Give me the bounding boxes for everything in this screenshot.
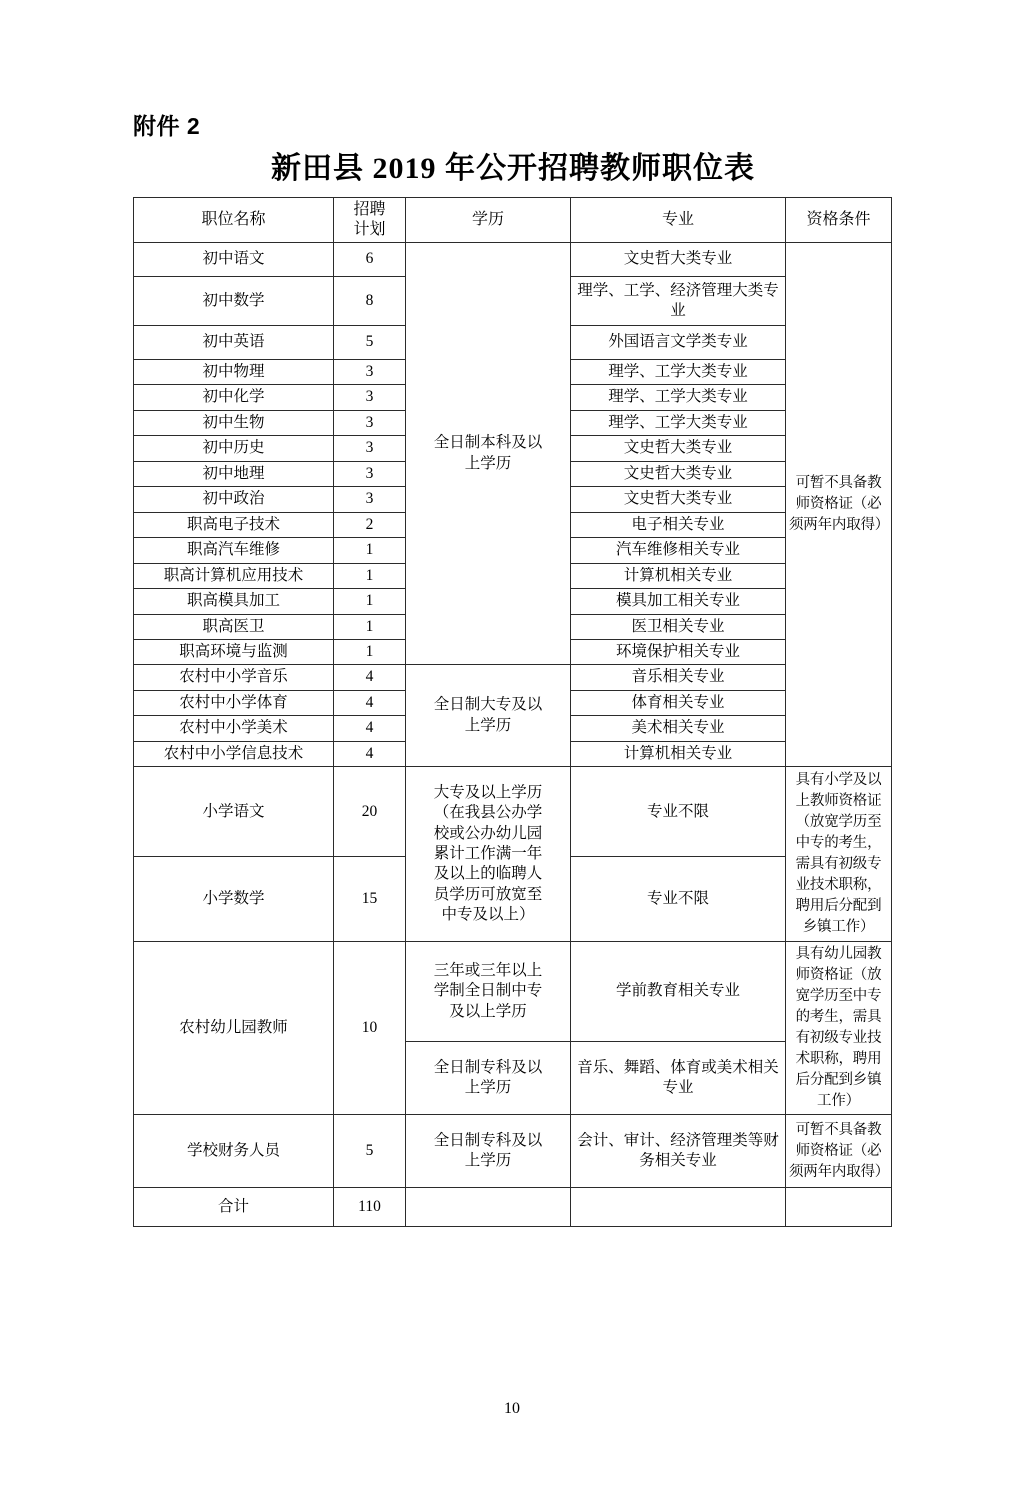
cell-major: 汽车维修相关专业 — [571, 538, 786, 563]
cell-position: 职高医卫 — [134, 614, 334, 639]
cell-plan: 4 — [334, 741, 406, 766]
cell-position: 初中语文 — [134, 243, 334, 277]
cell-position: 小学数学 — [134, 857, 334, 942]
cell-position: 农村中小学信息技术 — [134, 741, 334, 766]
header-qualification: 资格条件 — [786, 198, 892, 243]
cell-position: 农村中小学美术 — [134, 716, 334, 741]
cell-plan: 1 — [334, 614, 406, 639]
table-row — [134, 767, 892, 857]
job-position-table — [133, 197, 892, 1227]
cell-plan: 1 — [334, 589, 406, 614]
table-row — [134, 1115, 892, 1188]
cell-plan: 5 — [334, 1115, 406, 1188]
cell-major: 文史哲大类专业 — [571, 243, 786, 277]
header-education: 学历 — [406, 198, 571, 243]
cell-education-fulltime-bachelor: 全日制本科及以 上学历 — [406, 243, 571, 665]
cell-position: 职高电子技术 — [134, 512, 334, 537]
cell-plan: 6 — [334, 243, 406, 277]
cell-major: 文史哲大类专业 — [571, 487, 786, 512]
cell-total-education — [406, 1188, 571, 1227]
cell-position: 小学语文 — [134, 767, 334, 857]
cell-plan: 5 — [334, 326, 406, 360]
cell-major: 理学、工学大类专业 — [571, 385, 786, 410]
cell-major: 医卫相关专业 — [571, 614, 786, 639]
cell-major: 计算机相关专业 — [571, 563, 786, 588]
cell-major: 学前教育相关专业 — [571, 942, 786, 1041]
cell-plan: 3 — [334, 410, 406, 435]
cell-plan: 20 — [334, 767, 406, 857]
cell-major: 音乐相关专业 — [571, 665, 786, 690]
cell-position: 职高环境与监测 — [134, 639, 334, 664]
cell-position: 农村幼儿园教师 — [134, 942, 334, 1115]
table-row — [134, 942, 892, 1041]
cell-total-major — [571, 1188, 786, 1227]
table-row — [134, 665, 892, 690]
page-title: 新田县 2019 年公开招聘教师职位表 — [271, 152, 755, 185]
cell-major: 专业不限 — [571, 857, 786, 942]
cell-position: 初中地理 — [134, 461, 334, 486]
cell-plan: 3 — [334, 487, 406, 512]
cell-major: 外国语言文学类专业 — [571, 326, 786, 360]
cell-position: 农村中小学体育 — [134, 690, 334, 715]
cell-plan: 4 — [334, 690, 406, 715]
header-plan — [334, 198, 406, 243]
cell-plan: 1 — [334, 563, 406, 588]
cell-qualification-teacher-cert-deferred-2: 可暂不具备教师资格证（必须两年内取得） — [786, 1115, 892, 1188]
cell-position: 职高汽车维修 — [134, 538, 334, 563]
cell-plan: 3 — [334, 360, 406, 385]
header-plan-line1: 招聘 — [353, 201, 386, 218]
cell-major: 理学、工学、经济管理大类专业 — [571, 277, 786, 326]
cell-major: 理学、工学大类专业 — [571, 410, 786, 435]
cell-plan: 1 — [334, 538, 406, 563]
cell-position: 初中历史 — [134, 436, 334, 461]
table-row — [134, 243, 892, 277]
cell-position: 职高模具加工 — [134, 589, 334, 614]
cell-education-college-relaxed: 大专及以上学历 （在我县公办学 校或公办幼儿园 累计工作满一年 及以上的临聘人 员学历可放宽至 中专及以上） — [406, 767, 571, 942]
cell-major: 文史哲大类专业 — [571, 436, 786, 461]
cell-major: 专业不限 — [571, 767, 786, 857]
cell-plan: 10 — [334, 942, 406, 1115]
header-major: 专业 — [571, 198, 786, 243]
table-header-row — [134, 198, 892, 243]
attachment-label: 附件 2 — [133, 113, 201, 139]
cell-position: 学校财务人员 — [134, 1115, 334, 1188]
job-position-table-container — [133, 197, 891, 1227]
cell-total-label: 合计 — [134, 1188, 334, 1227]
cell-education-three-year-secondary: 三年或三年以上 学制全日制中专 及以上学历 — [406, 942, 571, 1041]
cell-major: 计算机相关专业 — [571, 741, 786, 766]
cell-plan: 4 — [334, 665, 406, 690]
cell-position: 初中生物 — [134, 410, 334, 435]
cell-education-fulltime-college: 全日制大专及以 上学历 — [406, 665, 571, 767]
cell-major: 美术相关专业 — [571, 716, 786, 741]
cell-major: 文史哲大类专业 — [571, 461, 786, 486]
cell-education-fulltime-specialist-2: 全日制专科及以 上学历 — [406, 1115, 571, 1188]
cell-position: 初中物理 — [134, 360, 334, 385]
cell-position: 职高计算机应用技术 — [134, 563, 334, 588]
header-plan-line2: 计划 — [353, 221, 386, 238]
cell-qualification-kindergarten-teacher-cert: 具有幼儿园教师资格证（放宽学历至中专的考生，需具有初级专业技术职称，聘用后分配到乡镇工作） — [786, 942, 892, 1115]
cell-qualification-primary-teacher-cert: 具有小学及以上教师资格证（放宽学历至中专的考生，需具有初级专业技术职称，聘用后分配到乡镇工作） — [786, 767, 892, 942]
cell-position: 初中英语 — [134, 326, 334, 360]
cell-total-qualification — [786, 1188, 892, 1227]
cell-plan: 15 — [334, 857, 406, 942]
cell-position: 农村中小学音乐 — [134, 665, 334, 690]
cell-major: 理学、工学大类专业 — [571, 360, 786, 385]
cell-qualification-teacher-cert-deferred: 可暂不具备教师资格证（必须两年内取得） — [786, 243, 892, 767]
cell-major: 模具加工相关专业 — [571, 589, 786, 614]
cell-total-value: 110 — [334, 1188, 406, 1227]
cell-major: 音乐、舞蹈、体育或美术相关专业 — [571, 1041, 786, 1115]
table-total-row — [134, 1188, 892, 1227]
cell-position: 初中政治 — [134, 487, 334, 512]
page-number: 10 — [504, 1400, 520, 1417]
cell-plan: 1 — [334, 639, 406, 664]
cell-plan: 2 — [334, 512, 406, 537]
header-position: 职位名称 — [134, 198, 334, 243]
cell-major: 体育相关专业 — [571, 690, 786, 715]
cell-major: 电子相关专业 — [571, 512, 786, 537]
cell-major: 会计、审计、经济管理类等财务相关专业 — [571, 1115, 786, 1188]
cell-position: 初中数学 — [134, 277, 334, 326]
cell-plan: 4 — [334, 716, 406, 741]
cell-major: 环境保护相关专业 — [571, 639, 786, 664]
cell-education-fulltime-specialist: 全日制专科及以 上学历 — [406, 1041, 571, 1115]
cell-position: 初中化学 — [134, 385, 334, 410]
cell-plan: 3 — [334, 461, 406, 486]
cell-plan: 3 — [334, 385, 406, 410]
cell-plan: 3 — [334, 436, 406, 461]
cell-plan: 8 — [334, 277, 406, 326]
